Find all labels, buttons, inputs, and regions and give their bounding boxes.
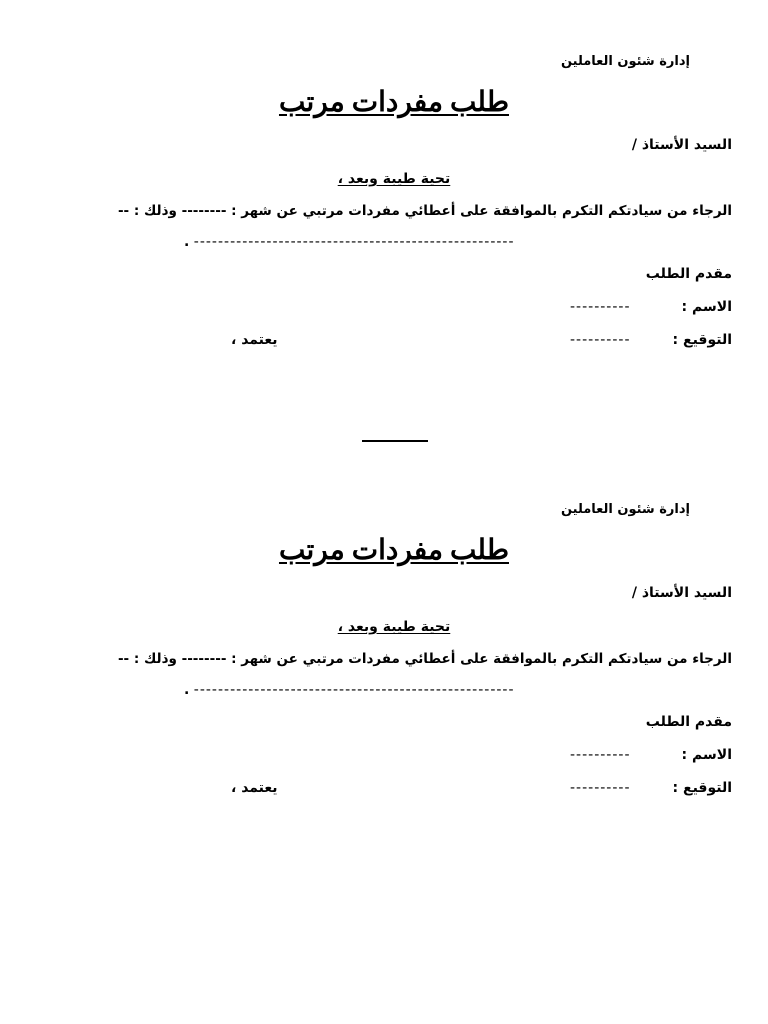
continuation-period: . xyxy=(184,234,190,250)
form-title: طلب مفردات مرتب xyxy=(278,87,509,118)
greeting-line: تحية طيبة وبعد ، xyxy=(337,171,451,187)
form-title: طلب مفردات مرتب xyxy=(278,535,509,566)
continuation-line xyxy=(184,232,729,252)
continuation-dashes: ----------------------------------------------------- xyxy=(193,682,515,698)
request-text: الرجاء من سيادتكم التكرم بالموافقة على أعطائي مفردات مرتبي عن شهر : -------- وذلك : -- xyxy=(117,651,732,667)
continuation-period: . xyxy=(184,682,190,698)
form-separator xyxy=(362,440,428,442)
department-name: إدارة شئون العاملين xyxy=(560,502,690,517)
salary-request-form-1 xyxy=(0,40,768,400)
addressee-line: السيد الأستاذ / xyxy=(631,137,732,153)
name-label: الاسم : xyxy=(681,747,732,763)
signature-label: التوقيع : xyxy=(672,332,732,348)
department-name: إدارة شئون العاملين xyxy=(560,54,690,69)
applicant-heading: مقدم الطلب xyxy=(645,266,732,282)
approval-label: يعتمد ، xyxy=(231,780,278,796)
applicant-heading: مقدم الطلب xyxy=(645,714,732,730)
name-label: الاسم : xyxy=(681,299,732,315)
name-blank: ---------- xyxy=(570,747,631,763)
addressee-line: السيد الأستاذ / xyxy=(631,585,732,601)
request-text: الرجاء من سيادتكم التكرم بالموافقة على أعطائي مفردات مرتبي عن شهر : -------- وذلك : -- xyxy=(117,203,732,219)
greeting-line: تحية طيبة وبعد ، xyxy=(337,619,451,635)
signature-label: التوقيع : xyxy=(672,780,732,796)
signature-blank: ---------- xyxy=(570,332,631,348)
salary-request-form-2 xyxy=(0,488,768,848)
signature-blank: ---------- xyxy=(570,780,631,796)
continuation-line xyxy=(184,680,729,700)
name-blank: ---------- xyxy=(570,299,631,315)
continuation-dashes: ----------------------------------------------------- xyxy=(193,234,515,250)
approval-label: يعتمد ، xyxy=(231,332,278,348)
